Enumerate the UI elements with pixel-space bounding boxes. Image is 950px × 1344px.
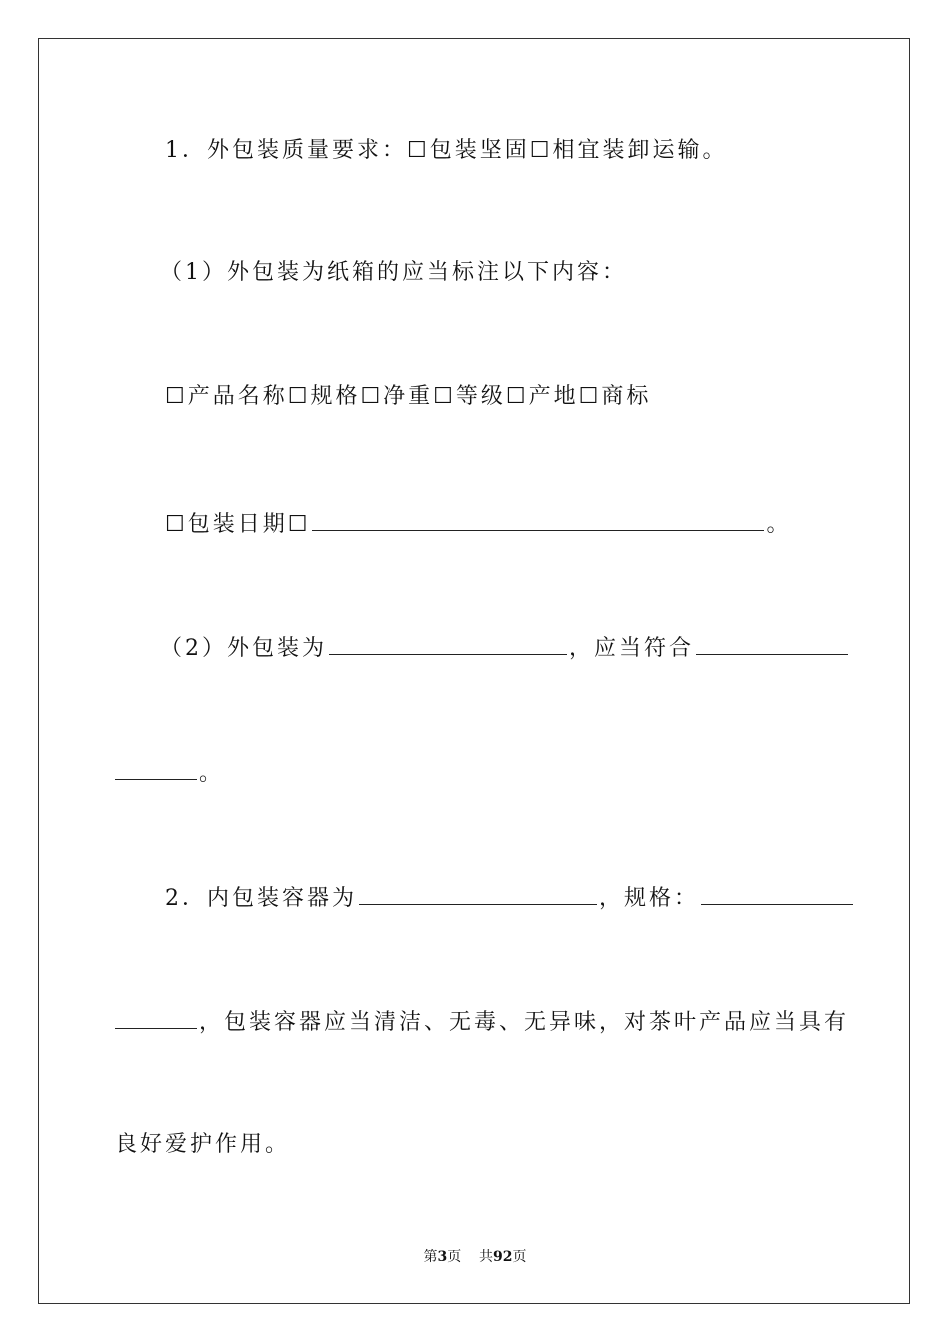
paragraph-end (115, 1130, 290, 1160)
paragraph-outer-packaging-standard (160, 632, 850, 664)
text-l3: ☐产品名称☐规格☐净重☐等级☐产地☐商标 (165, 384, 652, 409)
footer-page-number: 3 (437, 1249, 448, 1265)
paragraph-carton-labeling (160, 258, 627, 288)
paragraph-inner-packaging (165, 882, 855, 914)
fill-blank[interactable] (359, 882, 597, 905)
text-l1: 1．外包装质量要求：☐包装坚固☐相宜装卸运输。 (165, 138, 728, 163)
text-l6-end: 。 (199, 761, 225, 786)
page-frame (38, 38, 910, 1304)
footer-total-label: 共 (479, 1249, 494, 1265)
text-l5b: ，应当符合 (569, 636, 695, 661)
paragraph-outer-packaging-requirement (165, 136, 727, 166)
text-l7b: ，规格： (599, 886, 700, 911)
text-l9: 良好爱护作用。 (115, 1132, 291, 1157)
text-l7a: 2．内包装容器为 (165, 886, 357, 911)
footer-page-unit: 页 (447, 1249, 462, 1265)
paragraph-inner-packaging-cont (115, 1006, 849, 1038)
text-l5a: （2）外包装为 (160, 636, 327, 661)
fill-blank[interactable] (312, 508, 764, 531)
text-l2: （1）外包装为纸箱的应当标注以下内容： (160, 260, 627, 285)
fill-blank[interactable] (115, 757, 197, 780)
footer-page-label: 第 (423, 1249, 438, 1265)
fill-blank[interactable] (701, 882, 853, 905)
text-l4: ☐包装日期☐ (165, 512, 311, 537)
footer-total-number: 92 (493, 1249, 513, 1265)
fill-blank[interactable] (329, 632, 567, 655)
checkbox-list-label-items (165, 382, 651, 412)
footer-total-unit: 页 (512, 1249, 527, 1265)
fill-blank[interactable] (696, 632, 848, 655)
page-footer (0, 1246, 950, 1266)
paragraph-continuation (115, 757, 224, 789)
fill-blank[interactable] (115, 1006, 197, 1029)
text-l4-end: 。 (766, 512, 792, 537)
text-l8b: ，包装容器应当清洁、无毒、无异味，对茶叶产品应当具有 (199, 1010, 850, 1035)
checkbox-list-date-line (165, 508, 791, 540)
